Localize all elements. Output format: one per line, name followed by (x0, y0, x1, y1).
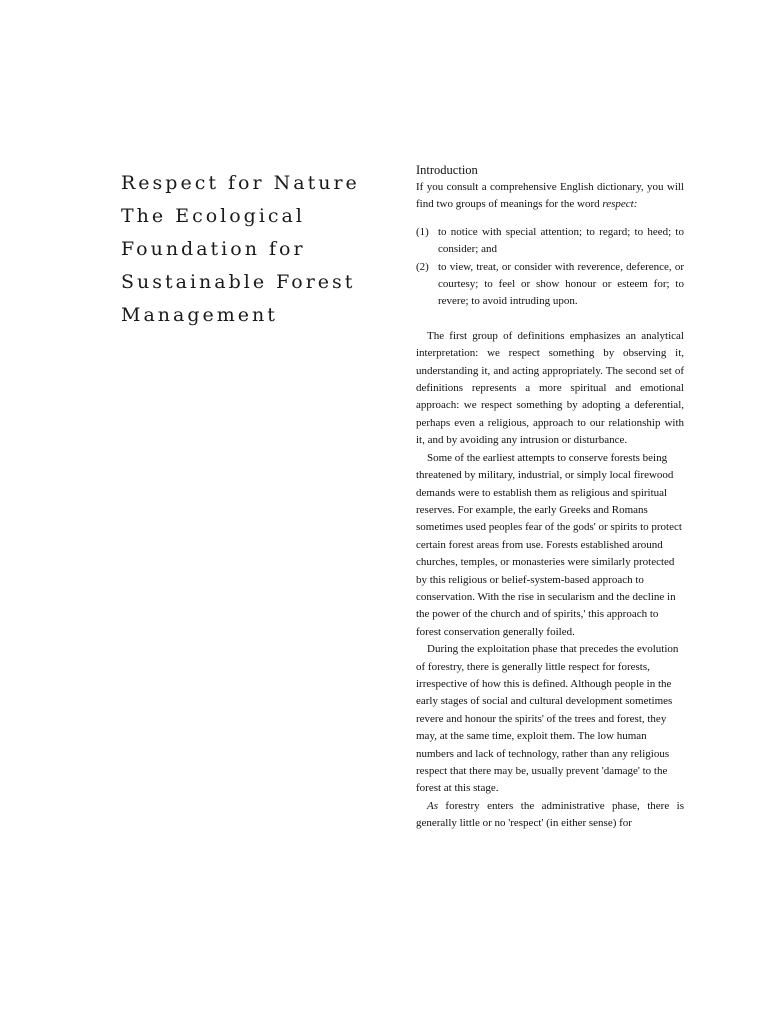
list-number: (1) (416, 225, 429, 238)
intro-paragraph (416, 179, 684, 214)
document-title (121, 167, 381, 332)
title-line: Respect for Nature (121, 172, 360, 194)
body-column (416, 162, 684, 833)
title-line: Sustainable Forest (121, 271, 356, 293)
paragraph: Some of the earliest attempts to conserve forests being threatened by military, industrial, or simply local firewood demands were to establish them as religious and spiritual reserves. For example, the early Greeks and Romans sometimes used peoples fear of the gods' or spirits to protect certain forest areas from use. Forests established around churches, temples, or monasteries were similarly protected by this religious or belief-system-based approach to conservation. With the rise in secularism and the decline in the power of the church and of spirits,' this approach to forest conservation generally foiled. (416, 451, 682, 638)
list-item (416, 224, 684, 259)
list-text: to view, treat, or consider with reverence, deference, or courtesy; to feel or show honour or esteem for; to revere; to avoid intruding upon. (438, 260, 684, 308)
title-line: The Ecological (121, 205, 305, 227)
title-line: Management (121, 304, 278, 326)
paragraph: The first group of definitions emphasizes an analytical interpretation: we respect something by observing it, understanding it, and acting appropriately. The second set of definitions represents a more spiritual and emotional approach: we respect something by adopting a deferential, perhaps even a religious, approach to our relationship with it, and by avoiding any intrusion or disturbance. (416, 329, 684, 447)
paragraph-text: forestry enters the administrative phase, there is generally little or no 'respect' (in either sense) for (416, 799, 684, 830)
paragraph-lead: As (427, 799, 438, 812)
intro-emphasis: respect: (602, 198, 638, 211)
section-heading: Introduction (416, 163, 478, 177)
definition-list (416, 224, 684, 311)
title-line: Foundation for (121, 238, 306, 260)
paragraph (416, 798, 684, 833)
list-text: to notice with special attention; to regard; to heed; to consider; and (438, 225, 684, 256)
intro-text: If you consult a comprehensive English dictionary, you will find two groups of meanings for the word (416, 181, 684, 211)
paragraph: During the exploitation phase that precedes the evolution of forestry, there is generally little respect for forests, irrespective of how this is defined. Although people in the early stages of social and cultural development sometimes revere and honour the spirits' of the trees and forest, they may, at the same time, exploit them. The low human numbers and lack of technology, rather than any religious respect that there may be, usually prevent 'damage' to the forest at this stage. (416, 643, 679, 795)
list-item (416, 259, 684, 311)
list-number: (2) (416, 260, 429, 273)
